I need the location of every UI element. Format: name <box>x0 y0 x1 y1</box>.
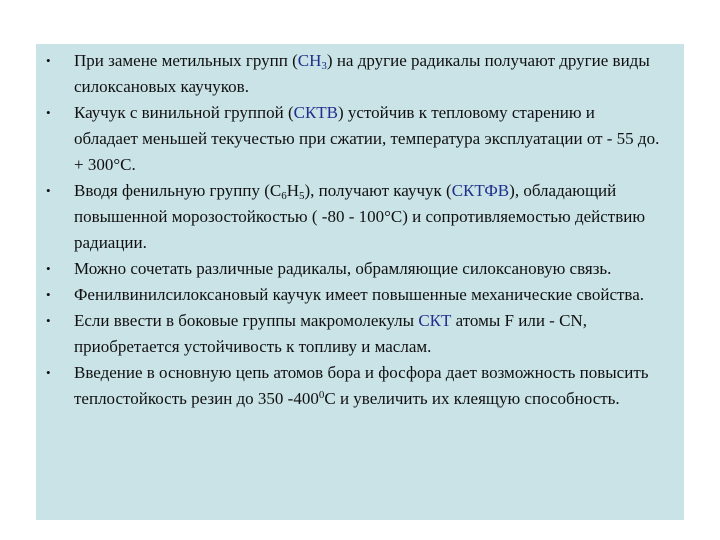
bullet-text: Введение в основную цепь атомов бора и фосфора дает возможность повысить теплостойкость резин до 350 -400 <box>74 363 649 408</box>
bullet-marker: • <box>46 53 51 68</box>
bullet-marker: • <box>46 105 51 120</box>
bullet-text: Вводя фенильную группу (С <box>74 181 282 200</box>
bullet-item-4 <box>40 256 662 282</box>
bullet-text: Если ввести в боковые группы макромолекулы <box>74 311 419 330</box>
bullet-item-3: • Вводя фенильную группу $(С_6Н_5)$, получают каучук (СКТФВ), обладающий повышенной морозостойкостью ( -80 - 100°С) и сопротивляемостью действию радиации. <box>40 178 662 256</box>
bullet-item-2: • Каучук с винильной группой (СКТВ) устойчив к тепловому старению и обладает меньшей текучестью при сжатии, температура эксплуатации от - 55 до. + 300°С. <box>40 100 662 178</box>
bullet-text: Фенилвинилсилоксановый каучук имеет повышенные механические свойства. <box>74 285 645 304</box>
bullet-marker: • <box>46 313 51 328</box>
rubber-grade-skt: СКТ <box>418 311 452 330</box>
bullet-text: Каучук с винильной группой ( <box>74 103 294 122</box>
bullet-marker: • <box>46 287 51 302</box>
rubber-grade-sktfv: СКТФВ <box>451 181 510 200</box>
bullet-item-1: • При замене метильных групп $(CH_3)$ на другие радикалы получают другие виды силоксановых каучуков. <box>40 48 662 100</box>
content-panel <box>36 44 684 520</box>
bullet-text: Можно сочетать различные радикалы, обрамляющие силоксановую связь. <box>74 259 612 278</box>
bullet-text: При замене метильных групп ( <box>74 51 298 70</box>
bullet-item-7: • Введение в основную цепь атомов бора и фосфора дает возможность повысить теплостойкость резин до 350 $-400^0С$ и увеличить их клеящую способность. <box>40 360 662 412</box>
bullet-item-5 <box>40 282 662 308</box>
formula-ch3: $CH_3$ <box>297 51 327 72</box>
bullet-marker: • <box>46 261 51 276</box>
rubber-grade-sktv: СКТВ <box>293 103 339 122</box>
bullet-list <box>40 48 662 412</box>
bullet-marker: • <box>46 365 51 380</box>
bullet-marker: • <box>46 183 51 198</box>
bullet-item-6: • Если ввести в боковые группы макромолекулы СКТ атомы F или - CN, приобретается устойчивость к топливу и маслам. <box>40 308 662 360</box>
